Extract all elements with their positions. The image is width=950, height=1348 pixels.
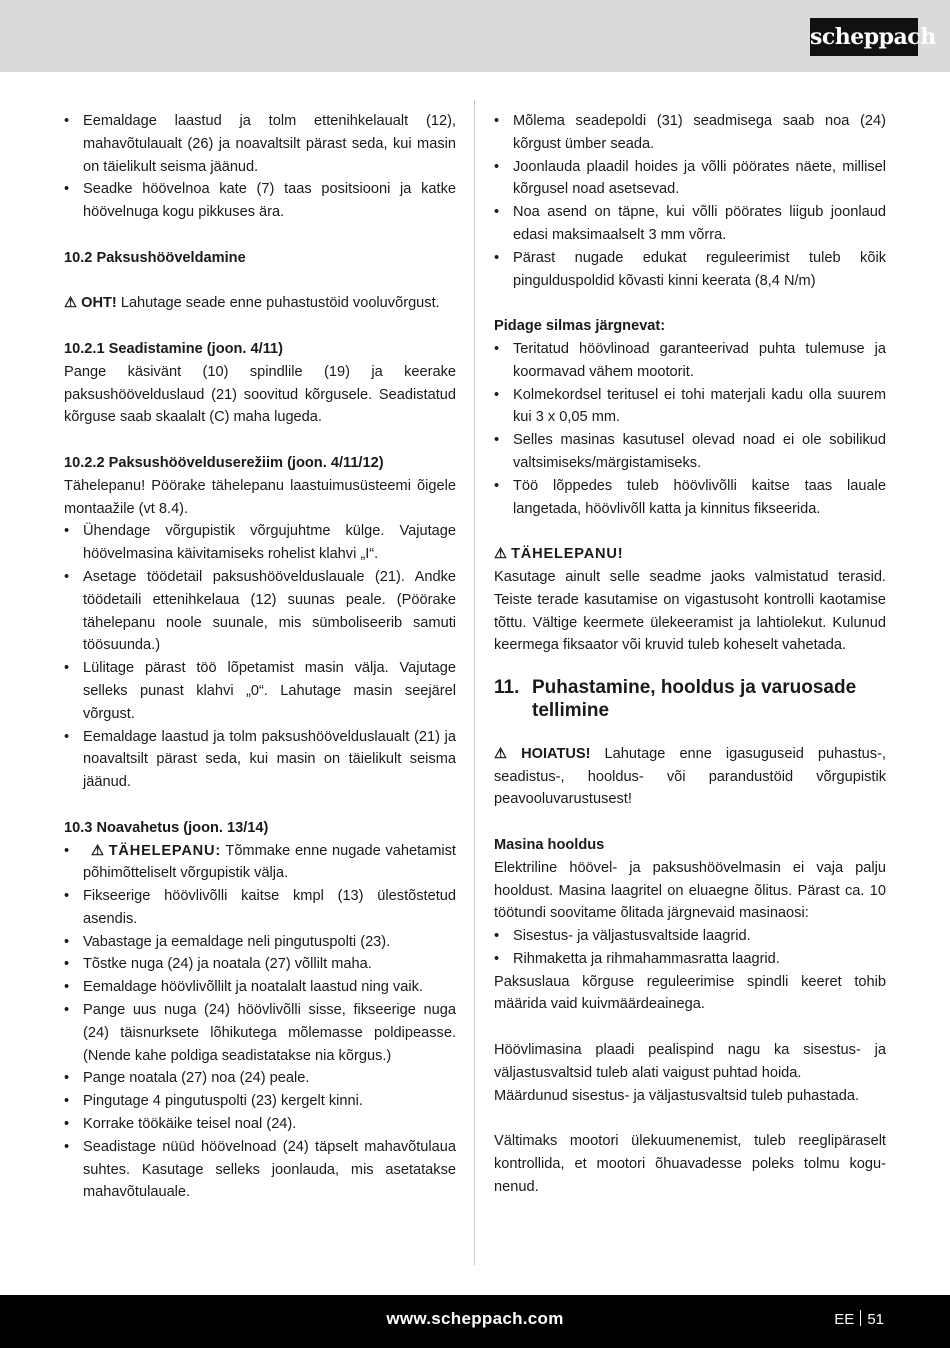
warning-icon: ⚠ — [64, 295, 78, 312]
list-item: • Pingutage 4 pingutuspolti (23) kergelt kinni. — [64, 1090, 456, 1113]
list-item: • Noa asend on täpne, kui võlli pöörates liigub joonlaud edasi maksimaalselt 3 mm võrra. — [494, 201, 886, 247]
section-heading-10-3: 10.3 Noavahetus (joon. 13/14) — [64, 819, 269, 836]
paragraph: Määrdunud sisestus- ja väljastusvaltsid tuleb puhastada. — [494, 1087, 860, 1104]
list-item: • Selles masinas kasutusel olevad noad ei ole sobilikud valtsimiseks/märgistamiseks. — [494, 429, 886, 475]
attention-text: Kasutage ainult selle seadme jaoks valmistatud terasid. Teiste terade kasutamise on vigastusoht kontrolli kaotamise tõttu. Vältige keermete ülekeeramist ja lahtiolekut. Kulunud keermega fiksaator või kruvid tuleb koheselt vahetada. — [494, 568, 886, 654]
list-item: • Lülitage pärast töö lõpetamist masin välja. Vajutage selleks punast klahvi „0“. Lahutage masin seejärel võrgust. — [64, 657, 456, 725]
paragraph: Tähelepanu! Pöörake tähelepanu laastuimusüsteemi õigele montaažile (vt 8.4). — [64, 477, 456, 517]
paragraph: Pange käsivänt (10) spindlile (19) ja keerake paksushöövelduslaud (21) soovitud kõrgusele. Seadistatud kõrguse saab skaalalt (C) maha lugeda. — [64, 363, 456, 426]
section-heading-10-2-2: 10.2.2 Paksushöövelduserežiim (joon. 4/11/12) — [64, 454, 384, 471]
list-item: • Eemaldage laastud ja tolm ettenihkelaualt (12), mahavõtulaualt (26) ja noavaltsilt pärast seda, kui masin on täielikult seisma jäänud. — [64, 110, 456, 178]
left-column — [64, 110, 456, 1204]
paragraph: Vältimaks mootori ülekuumenemist, tuleb reeglipäraselt kontrollida, et mootori õhuavadesse poleks tolmu kogu-nenud. — [494, 1133, 886, 1195]
language-code: EE — [834, 1311, 855, 1328]
list-item: • Vabastage ja eemaldage neli pingutuspolti (23). — [64, 931, 456, 954]
section-heading-10-2: 10.2 Paksushööveldamine — [64, 249, 246, 266]
column-divider — [474, 100, 475, 1265]
page-header — [0, 0, 950, 72]
page-indicator — [834, 1310, 884, 1328]
list-item: • Joonlauda plaadil hoides ja võlli pöörates näete, millisel kõrgusel noad asetsevad. — [494, 156, 886, 202]
list-item: • Pärast nugade edukat reguleerimist tuleb kõik pingulduspoldid kõvasti kinni keerata (8,4 N/m) — [494, 247, 886, 293]
list-item: • Pange uus nuga (24) höövlivõlli sisse, fikseerige nuga (24) täisnurksete lõhikutega mõlemasse poldipeasse. (Nende kahe poldiga seadistatakse nia kõrgus.) — [64, 999, 456, 1067]
list-item: • Tõstke nuga (24) ja noatala (27) võllilt maha. — [64, 953, 456, 976]
attention-text: Tõmmake enne nugade vahetamist põhimõtteliselt võrgupistik välja. — [83, 842, 456, 882]
paragraph: Höövlimasina plaadi pealispind nagu ka sisestus- ja väljastusvaltsid tuleb alati vaigust puhtad hoida. — [494, 1042, 886, 1081]
list-item: • Asetage töödetail paksushöövelduslauale (21). Andke töödetaili ettenihkelaua (12) suunas peale. (Pöörake tähelepanu noole suunale, mis sümboliseerib samuti töösuunda.) — [64, 566, 456, 657]
list-item: • Eemaldage höövlivõllilt ja noatalalt laastud ning vaik. — [64, 976, 456, 999]
list-item — [64, 840, 456, 886]
danger-text: Lahutage seade enne puhastustöid vooluvõrgust. — [120, 295, 440, 312]
danger-label: OHT! — [81, 295, 117, 312]
list-item: • Kolmekordsel teritusel ei tohi materjali kadu olla suurem kui 3 x 0,05 mm. — [494, 384, 886, 430]
list-item: • Seadke höövelnoa kate (7) taas positsiooni ja katke höövelnuga kogu pikkuses ära. — [64, 178, 456, 224]
attention-label: TÄHELEPANU! — [511, 546, 624, 563]
chapter-number: 11. — [494, 677, 520, 699]
list-item: • Fikseerige höövlivõlli kaitse kmpl (13) ülestõstetud asendis. — [64, 885, 456, 931]
warning-note — [494, 743, 886, 811]
paragraph: Elektriline höövel- ja paksushöövelmasin ei vaja palju hooldust. Masina laagritel on eluaegne õlitus. Pärast ca. 10 töötundi soovitame õlitada järgnevaid masinaosi: — [494, 859, 886, 922]
attention-label: TÄHELEPANU: — [108, 842, 221, 859]
paragraph: Paksuslaua kõrguse reguleerimise spindli keeret tohib määrida vaid kuivmäärdeainega. — [494, 973, 886, 1013]
warning-icon: ⚠ — [494, 546, 508, 563]
chapter-heading-11 — [494, 677, 886, 723]
warning-icon: ⚠ — [91, 842, 105, 859]
brand-logo: scheppach — [810, 18, 918, 56]
list-item: • Korrake töökäike teisel noal (24). — [64, 1113, 456, 1136]
website-link[interactable]: www.scheppach.com — [386, 1309, 564, 1328]
warning-label: HOIATUS! — [521, 745, 591, 762]
list-item: • Sisestus- ja väljastusvaltside laagrid. — [494, 925, 886, 948]
list-item: • Eemaldage laastud ja tolm paksushöövelduslaualt (21) ja noavaltsilt pärast seda, kui masin on täielikult seisma jäänud. — [64, 726, 456, 794]
list-item: • Mõlema seadepoldi (31) seadmisega saab noa (24) kõrgust ümber seada. — [494, 110, 886, 156]
list-item: • Teritatud höövlinoad garanteerivad puhta tulemuse ja koormavad vähem mootorit. — [494, 338, 886, 384]
subheading-pidage: Pidage silmas järgnevat: — [494, 318, 666, 335]
chapter-title: Puhastamine, hooldus ja varuosade tellimine — [532, 677, 857, 721]
list-item: • Pange noatala (27) noa (24) peale. — [64, 1067, 456, 1090]
attention-heading — [494, 543, 886, 566]
page-number: 51 — [867, 1311, 884, 1328]
warning-text: Lahutage enne igasuguseid puhastus-, seadistus-, hooldus- või parandustöid võrgupistik peavooluvarustusest! — [494, 745, 886, 808]
section-heading-10-2-1: 10.2.1 Seadistamine (joon. 4/11) — [64, 340, 283, 357]
page-footer — [0, 1295, 950, 1348]
subheading-masina-hooldus: Masina hooldus — [494, 836, 605, 853]
list-item: • Ühendage võrgupistik võrgujuhtme külge. Vajutage höövelmasina käivitamiseks rohelist klahvi „I“. — [64, 520, 456, 566]
list-item: • Töö lõppedes tuleb höövlivõlli kaitse taas lauale langetada, höövlivõll katta ja kinnitus fikseerida. — [494, 475, 886, 521]
danger-note — [64, 292, 456, 315]
right-column — [494, 110, 886, 1199]
list-item: • Rihmaketta ja rihmahammasratta laagrid. — [494, 948, 886, 971]
separator — [860, 1310, 861, 1326]
warning-icon: ⚠ — [494, 745, 518, 762]
list-item: • Seadistage nüüd höövelnoad (24) täpselt mahavõtulaua suhtes. Kasutage selleks joonlauda, mis asetatakse mahavõtulauale. — [64, 1136, 456, 1204]
